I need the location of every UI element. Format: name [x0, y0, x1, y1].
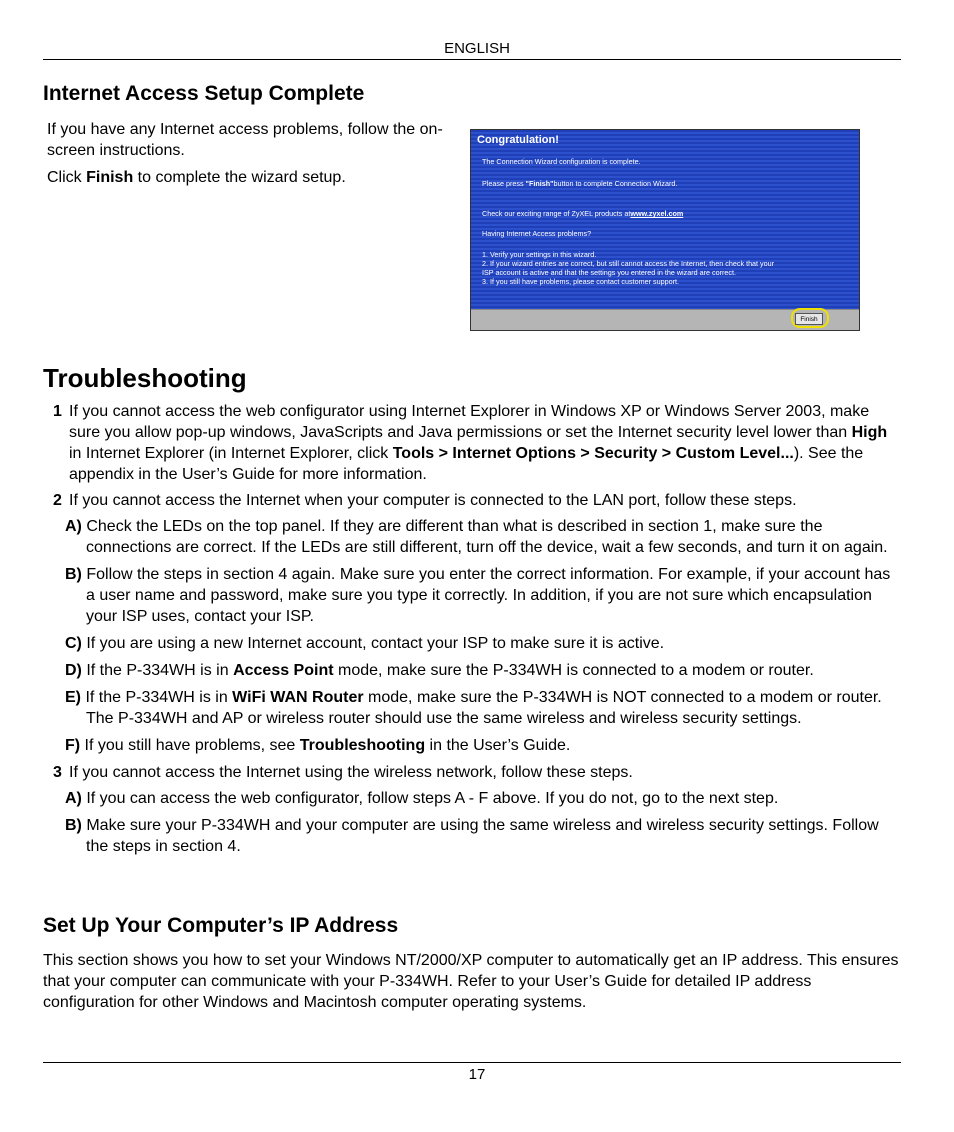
text: Please press — [482, 179, 526, 188]
text: "Finish" — [525, 179, 554, 188]
troubleshooting-list — [43, 401, 903, 863]
step-2e — [43, 687, 903, 729]
header-rule — [43, 59, 901, 60]
text: Tools > Internet Options > Security > Custom Level... — [392, 445, 794, 462]
wizard-title: Congratulation! — [477, 134, 559, 146]
step-3b — [43, 815, 903, 857]
text: If the P-334WH is in — [81, 662, 234, 679]
footer-rule — [43, 1062, 901, 1063]
setup-intro-paragraph: If you have any Internet access problems, follow the on-screen instructions. — [47, 121, 443, 159]
text: If you cannot access the web configurator using Internet Explorer in Windows XP or Windows Server 2003, make sure you allow pop-up windows, JavaScripts and Java permissions or set the Internet security level lower than — [69, 403, 870, 441]
step-2c — [43, 633, 903, 654]
wizard-footer-bar — [471, 309, 859, 330]
text: WiFi WAN Router — [232, 689, 364, 706]
text: If you can access the web configurator, follow steps A - F above. If you do not, go to the next step. — [81, 790, 779, 807]
setup-finish-paragraph — [47, 167, 467, 188]
text: ). See the appendix in the User’s Guide for more information. — [69, 445, 864, 483]
text: mode, make sure the P-334WH is NOT connected to a modem or router. The P-334WH and AP or wireless router should use the same wireless and wireless security settings. — [86, 689, 882, 727]
finish-bold-text: Finish — [86, 169, 134, 186]
step-2d — [43, 660, 903, 681]
wizard-line — [482, 179, 677, 188]
text: Troubleshooting — [299, 737, 426, 754]
step-label: F) — [65, 737, 81, 754]
step-label: C) — [65, 635, 82, 652]
step-label: A) — [65, 790, 82, 807]
text: If you cannot access the Internet when your computer is connected to the LAN port, follow these steps. — [69, 492, 797, 509]
step-2b — [43, 564, 903, 627]
text: in the User’s Guide. — [425, 737, 571, 754]
step-label: A) — [65, 518, 82, 535]
step-label: B) — [65, 566, 82, 583]
text: Check our exciting range of ZyXEL products at — [482, 209, 631, 218]
zyxel-link[interactable]: www.zyxel.com — [630, 209, 684, 218]
wizard-step: ISP account is active and that the settings you entered in the wizard are correct. — [482, 268, 736, 277]
finish-button[interactable]: Finish — [795, 313, 823, 325]
text: button to complete Connection Wizard. — [553, 179, 678, 188]
step-label: B) — [65, 817, 82, 834]
step-label: D) — [65, 662, 82, 679]
section-heading-setup-complete: Internet Access Setup Complete — [43, 82, 365, 105]
troubleshooting-item-1 — [43, 401, 903, 485]
troubleshooting-heading: Troubleshooting — [43, 363, 247, 393]
text: Access Point — [233, 662, 334, 679]
item-number: 1 — [53, 403, 62, 420]
text: High — [851, 424, 888, 441]
section-heading-ip-address: Set Up Your Computer’s IP Address — [43, 914, 399, 937]
wizard-step: 3. If you still have problems, please contact customer support. — [482, 277, 679, 286]
text: to complete the wizard setup. — [133, 169, 346, 186]
troubleshooting-item-2 — [43, 490, 903, 511]
text: If you still have problems, see — [80, 737, 300, 754]
text: mode, make sure the P-334WH is connected to a modem or router. — [333, 662, 814, 679]
text: If you are using a new Internet account, contact your ISP to make sure it is active. — [81, 635, 665, 652]
ip-section-paragraph: This section shows you how to set your Windows NT/2000/XP computer to automatically get an IP address. This ensures that your computer can communicate with your P-334WH. Refer to your User’s Guide for detailed IP address configuration for other Windows and Macintosh computer operating systems. — [43, 952, 899, 1011]
text: Make sure your P-334WH and your computer are using the same wireless and wireless security settings. Follow the steps in section 4. — [81, 817, 879, 855]
step-2f — [43, 735, 903, 756]
wizard-line — [482, 209, 683, 218]
text: If you cannot access the Internet using the wireless network, follow these steps. — [69, 764, 633, 781]
wizard-screenshot — [470, 129, 860, 331]
wizard-step: 2. If your wizard entries are correct, but still cannot access the Internet, then check that your — [482, 259, 775, 268]
text: in Internet Explorer (in Internet Explorer, click — [69, 445, 393, 462]
wizard-line: Having Internet Access problems? — [482, 229, 592, 238]
page-number: 17 — [468, 1066, 486, 1083]
step-label: E) — [65, 689, 81, 706]
text: If the P-334WH is in — [81, 689, 233, 706]
troubleshooting-item-3 — [43, 762, 903, 783]
text: Check the LEDs on the top panel. If they are different than what is described in section 1, make sure the connections are correct. If the LEDs are still different, turn off the device, wait a few seconds, and turn it on again. — [81, 518, 888, 556]
wizard-step: 1. Verify your settings in this wizard. — [482, 250, 597, 259]
header-language: ENGLISH — [444, 40, 510, 57]
step-3a — [43, 788, 903, 809]
step-2a — [43, 516, 903, 558]
item-number: 3 — [53, 764, 62, 781]
item-number: 2 — [53, 492, 62, 509]
wizard-line: The Connection Wizard configuration is complete. — [482, 157, 641, 166]
text: Click — [47, 169, 87, 186]
text: Follow the steps in section 4 again. Make sure you enter the correct information. For example, if your account has a user name and password, make sure you type it correctly. In addition, if you are not sure which encapsulation your ISP uses, contact your ISP. — [81, 566, 891, 625]
